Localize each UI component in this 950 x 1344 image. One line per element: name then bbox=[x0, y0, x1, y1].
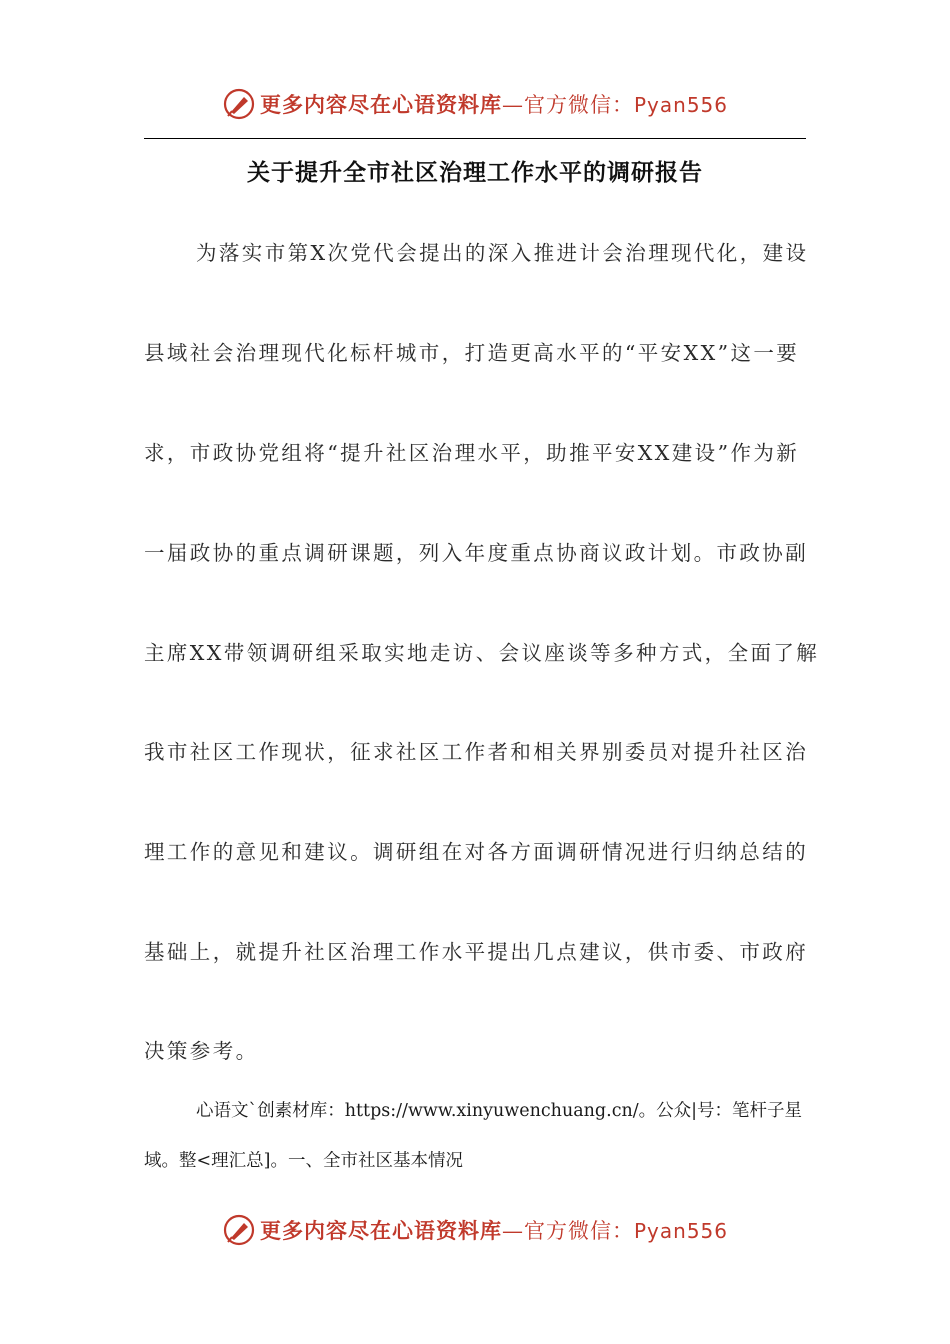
banner-handle: Pyan556 bbox=[633, 1219, 728, 1243]
footer-banner bbox=[0, 1208, 950, 1252]
note-line: 心语文`创素材库：https://www.xinyuwenchuang.cn/。公众|号：笔杆子星 bbox=[196, 1101, 803, 1121]
paragraph-line: 理工作的意见和建议。调研组在对各方面调研情况进行归纳总结的 bbox=[144, 840, 809, 864]
header-rule bbox=[144, 138, 806, 139]
banner-handle: Pyan556 bbox=[633, 93, 728, 117]
paragraph-line: 我市社区工作现状，征求社区工作者和相关界别委员对提升社区治 bbox=[144, 740, 809, 764]
paragraph-line: 主席XX带领调研组采取实地走访、会议座谈等多种方式，全面了解 bbox=[144, 641, 820, 665]
banner-official: 官方微信： bbox=[523, 93, 634, 117]
banner-dash: — bbox=[501, 93, 524, 117]
banner-text bbox=[260, 1215, 728, 1245]
paragraph-line: 为落实市第X次党代会提出的深入推进计会治理现代化，建设 bbox=[196, 241, 809, 265]
header-banner bbox=[0, 82, 950, 126]
note-line: 域。整<理汇总]。一、全市社区基本情况 bbox=[144, 1151, 463, 1171]
paragraph-line: 一届政协的重点调研课题，列入年度重点协商议政计划。市政协副 bbox=[144, 541, 809, 565]
paragraph-line: 基础上，就提升社区治理工作水平提出几点建议，供市委、市政府 bbox=[144, 940, 809, 964]
banner-brand: 更多内容尽在心语资料库 bbox=[259, 92, 502, 117]
banner-brand: 更多内容尽在心语资料库 bbox=[259, 1218, 502, 1243]
pen-nib-circle-icon bbox=[222, 1213, 256, 1247]
document-title: 关于提升全市社区治理工作水平的调研报告 bbox=[247, 159, 703, 186]
paragraph-line: 县域社会治理现代化标杆城市，打造更高水平的“平安XX”这一要 bbox=[144, 341, 800, 365]
banner-official: 官方微信： bbox=[523, 1219, 634, 1243]
paragraph-line: 决策参考。 bbox=[144, 1039, 259, 1063]
banner-dash: — bbox=[501, 1219, 524, 1243]
banner-text bbox=[260, 89, 728, 119]
paragraph-line: 求，市政协党组将“提升社区治理水平，助推平安XX建设”作为新 bbox=[144, 441, 800, 465]
pen-nib-circle-icon bbox=[222, 87, 256, 121]
